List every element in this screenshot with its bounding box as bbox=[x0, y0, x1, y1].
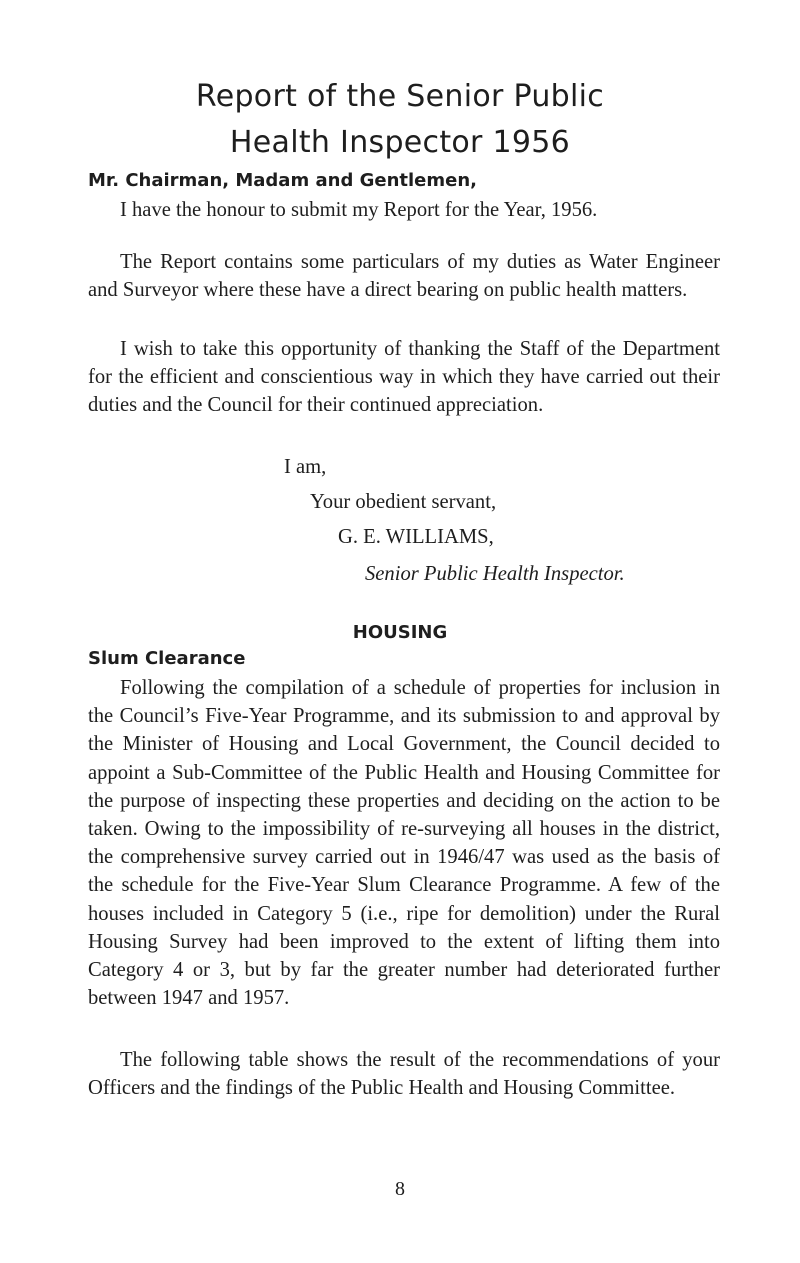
salutation: Mr. Chairman, Madam and Gentlemen, bbox=[88, 170, 477, 191]
thanks-paragraph: I wish to take this opportunity of thanking the Staff of the Department for the efficient and conscientious way in which they have carried out their duties and the Council for their continued appreciation. bbox=[88, 338, 720, 417]
page-number: 8 bbox=[395, 1178, 405, 1200]
table-intro-paragraph: The following table shows the result of the recommendations of your Officers and the findings of the Public Health and Housing Committee. bbox=[88, 1049, 720, 1100]
signatory-name: G. E. WILLIAMS, bbox=[338, 526, 494, 548]
report-title-line-1: Report of the Senior Public bbox=[195, 79, 605, 114]
closing-obedient-servant: Your obedient servant, bbox=[310, 491, 497, 513]
housing-heading: HOUSING bbox=[352, 622, 448, 643]
signatory-position: Senior Public Health Inspector. bbox=[365, 563, 625, 585]
slum-clearance-subheading: Slum Clearance bbox=[88, 648, 246, 669]
report-contents-paragraph: The Report contains some particulars of my duties as Water Engineer and Surveyor where these have a direct bearing on public health matters. bbox=[88, 251, 720, 302]
closing-i-am: I am, bbox=[284, 456, 327, 478]
slum-clearance-paragraph: Following the compilation of a schedule of properties for inclusion in the Council’s Five-Year Programme, and its submission to and approval by the Minister of Housing and Local Government, the Council decided to appoint a Sub-Committee of the Public Health and Housing Committee for the purpose of inspecting these properties and deciding on the action to be taken. Owing to the impossibility of re-surveying all houses in the district, the comprehensive survey carried out in 1946/47 was used as the basis of the schedule for the Five-Year Slum Clearance Programme. A few of the houses included in Category 5 (i.e., ripe for demolition) under the Rural Housing Survey had been improved to the extent of lifting them into Category 4 or 3, but by far the greater number had deteriorated further between 1947 and 1957. bbox=[88, 677, 720, 1010]
report-title-line-2: Health Inspector 1956 bbox=[229, 125, 571, 160]
intro-paragraph: I have the honour to submit my Report for the Year, 1956. bbox=[120, 199, 598, 221]
